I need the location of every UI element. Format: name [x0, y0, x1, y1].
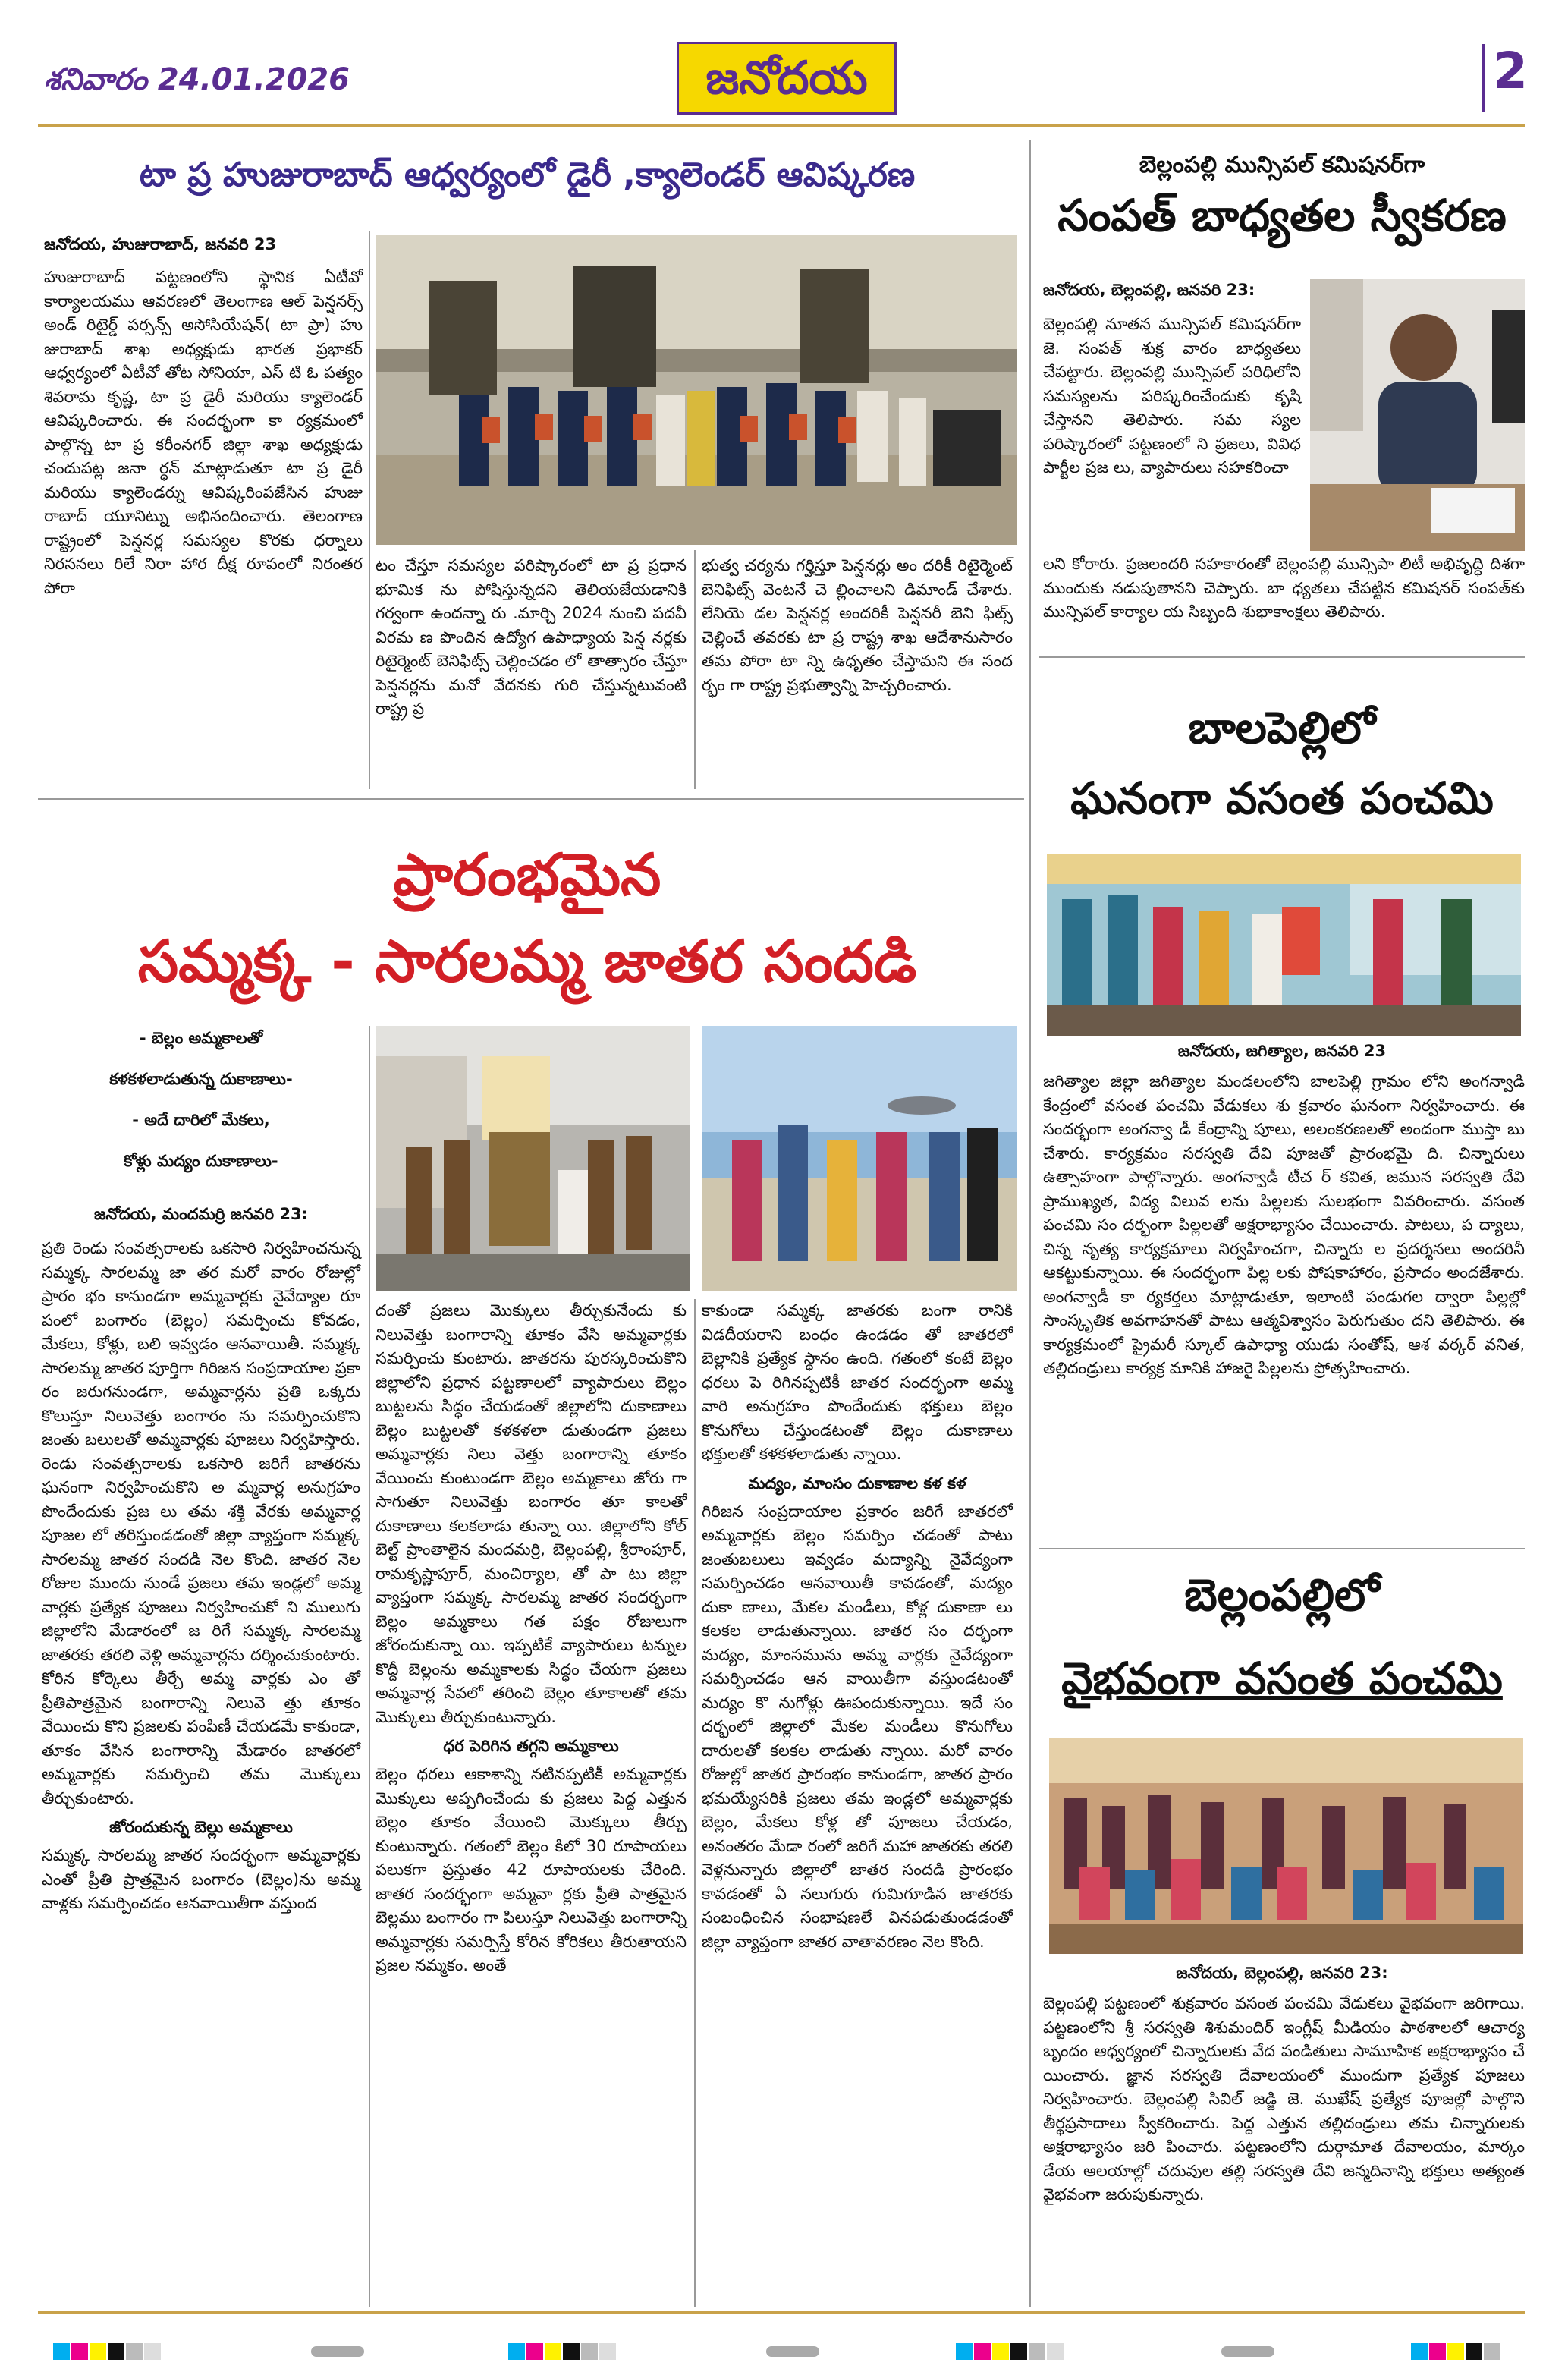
story1-headline: టా ప్ర హుజురాబాద్ ఆధ్వర్యంలో డైరీ ,క్యాలెండర్ ఆవిష్కరణ: [139, 156, 916, 194]
story3-col2b-text: బెల్లం ధరలు ఆకాశాన్ని నటినప్పటికీ అమ్మవార్లకు మొక్కులు అప్పగించేందు కు ప్రజలు పెద్ద ఎత్తున బెల్లం తూకం వేయించి మొక్కులు తీర్చు కుంటున్నారు. గతంలో బెల్లం కిలో 30 రూపాయలు పలుకగా ప్రస్తుతం 42 రూపాయలకు చేరింది. జాతర సందర్భంగా అమ్మవా ర్లకు ప్రీతి పాత్రమైన బెల్లము బంగారం గా పిలుస్తూ నిలువెత్తు బంగారాన్ని అమ్మవార్లకు సమర్పిస్తే కోరిన కోరికలు తీరుతాయని ప్రజల నమ్మకం. అంతే: [376, 1765, 687, 1974]
main-right-divider: [1029, 140, 1031, 2307]
footer-rule: [38, 2311, 1525, 2314]
divider: [369, 231, 370, 789]
color-registration-bar: [53, 2343, 1517, 2360]
story1-col2-text: టం చేస్తూ సమస్యల పరిష్కారంలో టా ప్ర ప్రధాన భూమిక ను పోషిస్తున్నదని తెలియజేయడానికి గర్వంగా ఉందన్నా రు .మార్చి 2024 నుంచి పదవీ విరమ ణ పొందిన ఉద్యోగ ఉపాధ్యాయ పెన్ష నర్లకు రిటైర్మెంట్ బెనిఫిట్స్ చెల్లించడం లో తాత్సారం చేస్తూ పెన్షనర్లను మనో వేదనకు గురి చేస్తున్నటువంటి రాష్ట్ర ప్ర: [376, 556, 687, 718]
divider: [38, 798, 1024, 800]
divider: [369, 1026, 370, 2307]
masthead: [677, 42, 897, 115]
story3-subheads: [42, 1026, 360, 1178]
divider: [694, 1299, 696, 2307]
story3-col1-text: ప్రతి రెండు సంవత్సరాలకు ఒకసారి నిర్వహించనున్న సమ్మక్క సారలమ్మ జా తర మరో వారం రోజుల్లో ప్రారం భం కానుండగా అమ్మవార్లకు నైవేద్యాల రూ పంలో బంగారం (బెల్లం) సమర్పించు కోవడం, మేకలు, కోళ్లు, బలి ఇవ్వడం ఆనవాయితీ. సమ్మక్క సారలమ్మ జాతర పూర్తిగా గిరిజన సంప్రదాయాల ప్రకా రం జరుగనుండగా, అమ్మవార్లను ప్రతి ఒక్కరు కొలుస్తూ నిలువెత్తు బంగారం ను సమర్పించుకొని జంతు బలులతో అమ్మవార్లకు పూజలు నిర్వహిస్తారు. రెండు సంవత్సరాలకు ఒకసారి జరిగే జాతరను ఘనంగా నిర్వహించుకొని అ మ్మవార్ల అనుగ్రహం పొందేందుకు ప్రజ లు తమ శక్తి వేరకు అమ్మవార్ల పూజల లో తరిస్తుండడంతో జిల్లా వ్యాప్తంగా సమ్మక్క సారలమ్మ జాతర సందడి నెల కొంది. జాతర నెల రోజుల ముందు నుండే ప్రజలు తమ ఇండ్లలో అమ్మ వార్లకు ప్రత్యేక పూజలు నిర్వహించుకో ని ములుగు జిల్లాలోని మేడారంలో జ రిగే సమ్మక్క సారలమ్మ జాతరకు తరలి వెళ్లి అమ్మవార్లను దర్శించుకుంటారు. కోరిన కోర్కెలు తీర్చే అమ్మ వార్లకు ఎం తో ప్రీతిపాత్రమైన బంగారాన్ని నిలువె త్తు తూకం వేయించు కొని ప్రజలకు పంపిణీ చేయడమే కాకుండా, తూకం వేసిన బంగారాన్ని మేడారం జాతరలో అమ్మవార్లకు సమర్పించి తమ మొక్కులు తీర్చుకుంటారు.: [42, 1239, 360, 1807]
story3-col3-text: కాకుండా సమ్మక్క జాతరకు బంగా రానికి విడదీయరాని బంధం ఉండడం తో జాతరలో బెల్లానికి ప్రత్యేక స్థానం ఉంది. గతంలో కంటే బెల్లం ధరలు పె రిగినప్పటికీ జాతర సందర్భంగా అమ్మ వారి అనుగ్రహం పొందేందుకు భక్తులు బెల్లం కొనుగోలు చేస్తుండటంతో బెల్లం దుకాణాలు భక్తులతో కళకళలాడుతు న్నాయి.: [702, 1301, 1013, 1463]
story4-photo: [1047, 854, 1521, 1036]
story2-dateline: జనోదయ, బెల్లంపల్లి, జనవరి 23:: [1043, 281, 1255, 299]
story5-body: [1043, 1992, 1525, 2207]
story3-column-3: [702, 1299, 1013, 1954]
story4-body-text: జగిత్యాల జిల్లా జగిత్యాల మండలంలోని బాలపెల్లి గ్రామం లోని అంగన్వాడి కేంద్రంలో వసంత పంచమి వేడుకలు శు క్రవారం ఘనంగా నిర్వహించారు. ఈ సందర్భంగా అంగన్వా డీ కేంద్రాన్ని పూలు, అలంకరణలతో అందంగా ముస్తా బు చేశారు. కార్యక్రమం సరస్వతి దేవి పూజతో ప్రారంభమై ది. చిన్నారులు ఉత్సాహంగా పాల్గొన్నారు. అంగన్వాడీ టీచ ర్ కవిత, జమున సరస్వతి దేవి ప్రాముఖ్యత, విద్య విలువ లను పిల్లలకు సులభంగా వివరించారు. వసంత పంచమి సం దర్భంగా పిల్లలతో అక్షరాభ్యాసం చేయించారు. పాటలు, ప ద్యాలు, చిన్న నృత్య కార్యక్రమాలు నిర్వహించగా, చిన్నారు ల ప్రదర్శనలు అందరినీ ఆకట్టుకున్నాయి. ఈ సందర్భంగా పిల్ల లకు పోషకాహారం, ప్రసాదం అందజేశారు. అంగన్వాడీ కా ర్యకర్తలు మాట్లాడుతూ, ఇలాంటి పండుగల ద్వారా పిల్లల్లో సాంస్కృతిక అవగాహనతో పాటు ఆత్మవిశ్వాసం పెరుగుతుం దని తెలిపారు. ఈ కార్యక్రమంలో ప్రైమరీ స్కూల్ ఉపాధ్యా యుడు సంతోష్, ఆశ వర్కర్ వనిత, తల్లిదండ్రులు కార్యక్ర మానికి హాజరై పిల్లలను ప్రోత్సహించారు.: [1043, 1072, 1525, 1377]
divider: [1039, 1548, 1525, 1549]
story3-photo-right: [702, 1026, 1017, 1291]
divider: [694, 550, 696, 789]
story5-headline-line1: బెల్లంపల్లిలో: [1184, 1569, 1380, 1621]
story2-column-wide: [1043, 552, 1525, 624]
story5-photo: [1049, 1738, 1523, 1954]
story3-sub1: - బెల్లం అమ్మకాలతో: [139, 1029, 263, 1047]
story3-dateline: జనోదయ, మందమర్రి జనవరి 23:: [93, 1205, 309, 1223]
header-rule: [38, 124, 1525, 127]
story1-photo: [376, 235, 1017, 545]
story1-col1-text: హుజురాబాద్ పట్టణంలోని స్థానిక ఏటీవో కార్యాలయము ఆవరణలో తెలంగాణ ఆల్ పెన్షనర్స్ అండ్ రిటైర్డ్ పర్సన్స్ అసోసియేషన్( టా ప్రా) హు జురాబాద్ శాఖ అధ్యక్షుడు భారత ప్రభాకర్ ఆధ్వర్యంలో ఏటీవో తోట సోనియా, ఎస్ టి ఓ పత్యం శివరామ కృష్ణ, టా ప్ర డైరీ మరియు క్యాలెండర్ ఆవిష్కరించారు. ఈ సందర్భంగా కా ర్యక్రమంలో పాల్గొన్న టా ప్ర కరీంనగర్ జిల్లా శాఖ అధ్యక్షుడు చందుపట్ల జనా ర్ధన్ మాట్లాడుతూ టా ప్ర డైరీ మరియు క్యాలెండర్ను ఆవిష్కరింపజేసిన హుజు రాబాద్ యూనిట్ను అభినందించారు. తెలంగాణ రాష్ట్రంలో పెన్షనర్ల సమస్యల కొరకు ధర్నాలు నిరసనలు రిలే నిరా హార దీక్ష రూపంలో నిరంతర పోరా: [44, 268, 363, 597]
story1-column-1: [44, 266, 363, 600]
story3-col2-text: దంతో ప్రజలు మొక్కులు తీర్చుకునేందు కు నిలువెత్తు బంగారాన్ని తూకం వేసి అమ్మవార్లకు సమర్పించు కుంటారు. జాతరను పురస్కరించుకొని జిల్లాలోని ప్రధాన పట్టణాలలో వ్యాపారులు బెల్లం బుట్టలను సిద్ధం చేయడంతో జిల్లాలోని దుకాణాలు బెల్లం బుట్టలతో కళకళలా డుతుండగా ప్రజలు అమ్మవార్లకు నిలు వెత్తు బంగారాన్ని తూకం వేయించు కుంటుండగా బెల్లం అమ్మకాలు జోరు గా సాగుతూ నిలువెత్తు బంగారం తూ కాలతో దుకాణాలు కలకలాడు తున్నా యి. జిల్లాలోని కోల్ బెల్ట్ ప్రాంతాలైన మందమర్రి, బెల్లంపల్లి, శ్రీరాంపూర్, రామకృష్ణాపూర్, మంచిర్యాల, తో పా టు జిల్లా వ్యాప్తంగా సమ్మక్క సారలమ్మ జాతర సందర్భంగా బెల్లం అమ్మకాలు గత పక్షం రోజులుగా జోరందుకున్నా యి. ఇప్పటికే వ్యాపారులు టన్నుల కొద్దీ బెల్లంను అమ్మకాలకు సిద్ధం చేయగా ప్రజలు అమ్మవార్ల సేవలో తరించి బెల్లం తూకాలతో తమ మొక్కులు తీర్చుకుంటున్నారు.: [376, 1301, 687, 1726]
story3-col2-subhead: ధర పెరిగిన తగ్గని అమ్మకాలు: [443, 1737, 619, 1755]
story5-dateline: జనోదయ, బెల్లంపల్లి, జనవరి 23:: [1176, 1964, 1388, 1982]
story1-col3-text: భుత్వ చర్యను గర్హిస్తూ పెన్షనర్లు అం దరికీ రిటైర్మెంట్ బెనిఫిట్స్ వెంటనే చె ల్లించాలని డిమాండ్ చేశారు. లేనియె డల పెన్షనర్ల అందరికీ పెన్షనరీ బెని ఫిట్స్ చెల్లించే తవరకు టా ప్ర రాష్ట్ర శాఖ ఆదేశానుసారం తమ పోరా టా న్ని ఉధృతం చేస్తామని ఈ సంద ర్భం గా రాష్ట్ర ప్రభుత్వాన్ని హెచ్చరించారు.: [702, 556, 1013, 694]
story3-sub4: కోళ్లు మద్యం దుకాణాలు-: [124, 1152, 278, 1170]
story3-column-2: [376, 1299, 687, 1978]
page-date: శనివారం 24.01.2026: [44, 62, 350, 97]
story2-headline: సంపత్ బాధ్యతల స్వీకరణ: [1057, 190, 1507, 241]
header-right-divider: [1482, 44, 1485, 112]
story3-column-1: [42, 1237, 360, 1916]
masthead-title: జనోదయ: [705, 52, 868, 105]
story4-dateline: జనోదయ, జగిత్యాల, జనవరి 23: [1177, 1042, 1387, 1060]
story4-body: [1043, 1070, 1525, 1381]
registration-marks: [53, 2343, 1517, 2360]
story3-headline-line2: సమ్మక్క - సారలమ్మ జాతర సందడి: [137, 927, 917, 995]
story2-narrow-text: బెల్లంపల్లి నూతన మున్సిపల్ కమిషనర్‌గా జె. సంపత్ శుక్ర వారం బాధ్యతలు చేపట్టారు. బెల్లంపల్లి మున్సిపల్ పరిధిలోని సమస్యలను పరిష్కరించేందుకు కృషి చేస్తానని తెలిపారు. సమ స్యల పరిష్కారంలో పట్టణంలో ని ప్రజలు, వివిధ పార్టీల ప్రజ లు, వ్యాపారులు సహకరించా: [1043, 315, 1301, 477]
story2-wide-text: లని కోరారు. ప్రజలందరి సహకారంతో బెల్లంపల్లి మున్సిపా లిటీ అభివృద్ధి దిశగా ముందుకు నడుపుతానని చెప్పారు. బా ధ్యతలు చేపట్టిన కమిషనర్ సంపత్‌కు మున్సిపల్ కార్యాల య సిబ్బంది శుభాకాంక్షలు తెలిపారు.: [1043, 555, 1525, 621]
story1-column-2: [376, 554, 687, 722]
story5-body-text: బెల్లంపల్లి పట్టణంలో శుక్రవారం వసంత పంచమి వేడుకలు వైభవంగా జరిగాయి. పట్టణంలోని శ్రీ సరస్వతి శిశుమందిర్ ఇంగ్లీష్ మీడియం పాఠశాలలో ఆచార్య బృందం ఆధ్వర్యంలో చిన్నారులకు వేద పండితులు సామూహిక అక్షరాభ్యాసం చే యించారు. జ్ఞాన సరస్వతి దేవాలయంలో ముందుగా ప్రత్యేక పూజలు నిర్వహించారు. బెల్లంపల్లి సివిల్ జడ్జి జె. ముఖేష్ ప్రత్యేక పూజల్లో పాల్గొని తీర్థప్రసాదాలు స్వీకరించారు. పెద్ద ఎత్తున తల్లిదండ్రులు తమ చిన్నారులకు అక్షరాభ్యాసం జరి పించారు. పట్టణంలోని దుర్గామాత దేవాలయం, మార్కం డేయ ఆలయాల్లో చదువుల తల్లి సరస్వతి దేవి జన్మదినాన్ని భక్తులు అత్యంత వైభవంగా జరుపుకున్నారు.: [1043, 1994, 1525, 2204]
story5-headline-line2: వైభవంగా వసంత పంచమి: [1061, 1653, 1503, 1704]
story3-col1b-text: సమ్మక్క సారలమ్మ జాతర సందర్భంగా అమ్మవార్లకు ఎంతో ప్రీతి ప్రాత్రమైన బంగారం (బెల్లం)ను అమ్మ వాళ్లకు సమర్పించడం ఆనవాయితీగా వస్తుంద: [42, 1846, 360, 1912]
story3-col1-subhead: జోరందుకున్న బెల్లు అమ్మకాలు: [109, 1818, 293, 1836]
story4-headline-line2: ఘనంగా వసంత పంచమి: [1070, 772, 1494, 824]
story3-photo-left: [376, 1026, 690, 1291]
story3-sub3: - అదే దారిలో మేకలు,: [132, 1111, 270, 1129]
story2-column-narrow: [1043, 313, 1301, 480]
story2-kicker: బెల్లంపల్లి మున్సిపల్ కమిషనర్‌గా: [1139, 152, 1425, 178]
story4-headline-line1: బాలపెల్లిలో: [1188, 702, 1376, 753]
story1-column-3: [702, 554, 1013, 697]
page-number: 2: [1493, 42, 1528, 100]
story2-photo: [1310, 279, 1525, 551]
story3-col3-subhead: మద్యం, మాంసం దుకాణాల కళ కళ: [748, 1474, 966, 1493]
story3-sub2: కళకళలాడుతున్న దుకాణాలు-: [109, 1070, 293, 1088]
story3-headline-line1: ప్రారంభమైన: [393, 841, 661, 908]
divider: [1039, 656, 1525, 658]
story3-col3b-text: గిరిజన సంప్రదాయాల ప్రకారం జరిగే జాతరలో అమ్మవార్లకు బెల్లం సమర్పిం చడంతో పాటు జంతుబలులు ఇవ్వడం మద్యాన్ని నైవేద్యంగా సమర్పించడం ఆనవాయితీ కావడంతో, మద్యం దుకా ణాలు, మేకల మండీలు, కోళ్ల దుకాణా లు కలకల లాడుతున్నాయి. జాతర సం దర్భంగా మద్యం, మాంసమును అమ్మ వార్లకు నైవేద్యంగా సమర్పించడం ఆన వాయితీగా వస్తుండటంతో మద్యం కొ నుగోళ్లు ఊపందుకున్నాయి. ఇదే సం దర్భంలో జిల్లాలో మేకల మండీలు కొనుగోలు దారులతో కలకల లాడుతు న్నాయి. మరో వారం రోజుల్లో జాతర ప్రారంభం కానుండగా, జాతర ప్రారం భమయ్యేసరికి ప్రజలు తమ ఇండ్లలో అమ్మవార్లకు బెల్లం, మేకలు కోళ్ల తో పూజలు చేయడం, అనంతరం మేడా రంలో జరిగే మహా జాతరకు తరలి వెళ్లనున్నారు జిల్లాలో జాతర సందడి ప్రారంభం కావడంతో ఏ నలుగురు గుమిగూడిన జాతరకు సంబంధించిన సంభాషణలే వినపడుతుండడంతో జిల్లా వ్యాప్తంగా జాతర వాతావరణం నెల కొంది.: [702, 1502, 1013, 1951]
story1-dateline: జనోదయ, హుజురాబాద్, జనవరి 23: [44, 235, 277, 253]
